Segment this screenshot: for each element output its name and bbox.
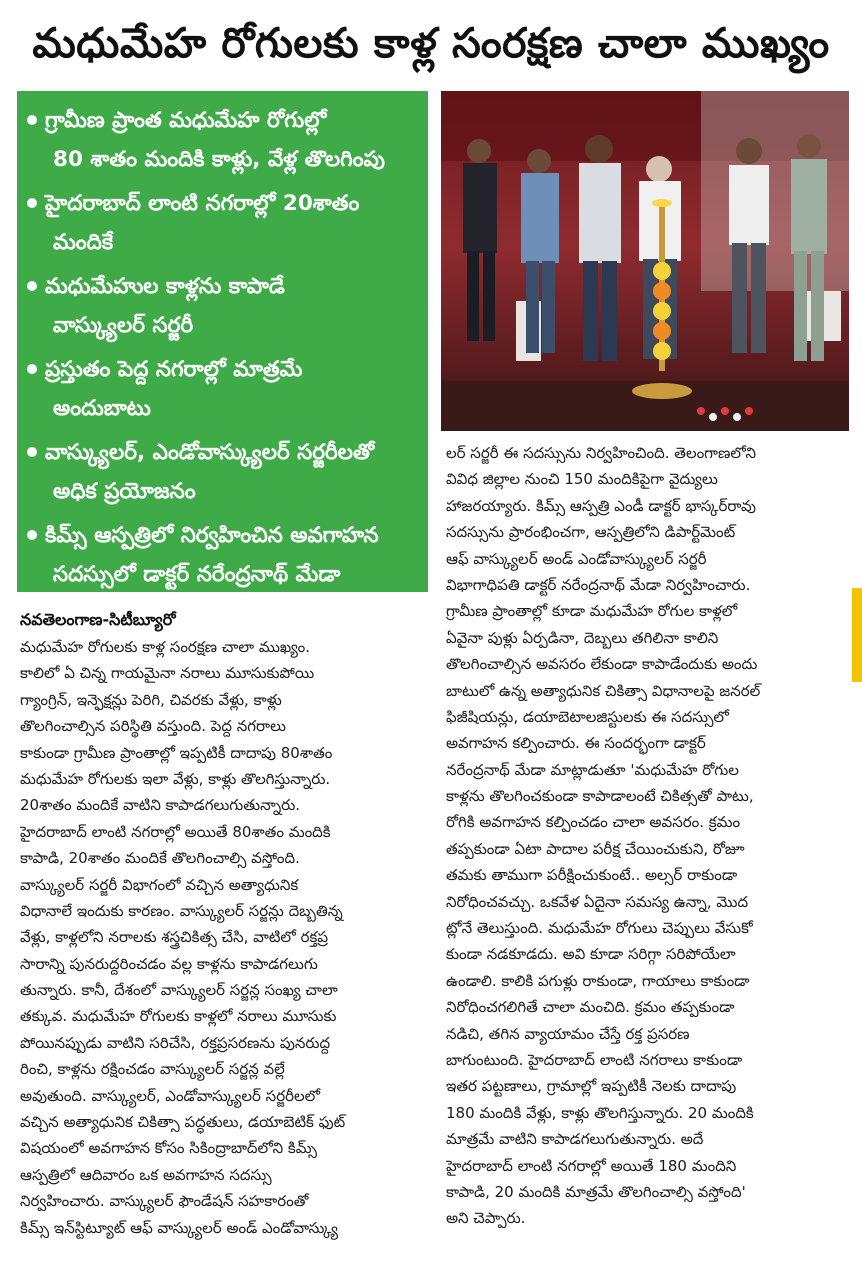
body-text-line: గ్రామీణ ప్రాంతాల్లో కూడా మధుమేహ రోగుల కాళ్లలో: [446, 602, 738, 621]
body-text-line: హాజరయ్యారు. కిమ్స్ ఆస్పత్రి ఎండీ డాక్టర్ భాస్కర్‌రావు: [446, 496, 756, 515]
body-text-line: 20శాతం మందికే వాటిని కాపాడగలుగుతున్నారు.: [20, 796, 301, 815]
body-text-line: ఆఫ్ వాస్క్యులర్ అండ్ ఎండోవాస్క్యులర్ సర్జరీ: [446, 549, 707, 568]
body-text-line: కాపాడి, 20శాతం మందికే తొలగించాల్సి వస్తోంది.: [20, 849, 300, 868]
bullet-icon: [27, 115, 37, 125]
highlight-line: వాస్క్యులర్, ఎండోవాస్క్యులర్ సర్జరీలతో: [45, 440, 374, 465]
bullet-icon: [27, 364, 37, 374]
highlight-item: [27, 350, 420, 428]
body-text-line: వివిధ జిల్లాల నుంచి 150 మందికిపైగా వైద్యులు: [446, 470, 718, 489]
body-text-line: రించి, కాళ్లను రక్షించడం వాస్క్యులర్ సర్జన్ల వల్లే: [20, 1060, 285, 1079]
body-text-line: తప్పకుండా ఏటా పాదాల పరీక్ష చేయించుకుని, రోజూ: [446, 839, 745, 858]
event-photo: [441, 91, 849, 431]
bullet-icon: [27, 281, 37, 291]
body-text-line: లర్ సర్జరీ ఈ సదస్సును నిర్వహించింది. తెలంగాణలోని: [446, 444, 756, 462]
highlights-box: [17, 91, 428, 592]
highlight-line: 80 శాతం మందికి కాళ్లు, వేళ్ల తొలగింపు: [53, 147, 385, 172]
body-text-line: మాత్రమే వాటిని కాపాడగలుగుతున్నారు. అదే: [446, 1130, 704, 1149]
body-text-line: విభాగాధిపతి డాక్టర్ నరేంద్రనాథ్ మేడా నిర్వహించారు.: [446, 575, 751, 594]
bullet-icon: [27, 530, 37, 540]
body-text-line: తమకు తాముగా పరీక్షించుకుంటే.. అల్సర్ రాకుండా: [446, 866, 738, 885]
body-text-line: కాపాడి, 20 మందికి మాత్రమే తొలగించాల్సి వస్తోంది': [446, 1182, 746, 1201]
highlight-line: మందికే: [53, 230, 114, 255]
highlight-line: అందుబాటు: [53, 396, 151, 421]
body-text-line: వాస్క్యులర్ సర్జరీ విభాగంలో వచ్చిన అత్యాధునిక: [20, 875, 299, 894]
body-text-line: అని చెప్పారు.: [446, 1209, 526, 1228]
body-text-line: హైదరాబాద్ లాంటి నగరాల్లో అయితే 80శాతం మందికి: [20, 822, 331, 841]
highlight-line: ప్రస్తుతం పెద్ద నగరాల్లో మాత్రమే: [45, 357, 303, 382]
body-text-line: అవుతుంది. వాస్క్యులర్, ఎండోవాస్క్యులర్ సర్జరీలలో: [20, 1086, 321, 1105]
bullet-icon: [27, 447, 37, 457]
highlight-line: అధిక ప్రయోజనం: [53, 479, 196, 504]
body-text-line: కాళ్లను తొలగించకుండా కాపాడాలంటే చికిత్సతో పాటు,: [446, 787, 754, 806]
body-text-line: కుండా నడకూడదు. అవి కూడా సరిగ్గా సరిపోయేలా: [446, 945, 736, 964]
body-text-line: ఆస్పత్రిలో ఆదివారం ఒక అవగాహన సదస్సు: [20, 1165, 272, 1184]
body-text-line: విధానాలే ఇందుకు కారణం. వాస్క్యులర్ సర్జన్లు దెబ్బతిన్న: [20, 901, 343, 920]
highlight-line: వాస్క్యులర్ సర్జరీ: [53, 313, 194, 338]
body-text-line: 180 మందికి వేళ్లు, కాళ్లు తొలగిస్తున్నారు. 20 మందికి: [446, 1103, 754, 1122]
highlight-item: [27, 101, 420, 179]
body-text-line: తున్నారు. కానీ, దేశంలో వాస్క్యులర్ సర్జన్ల సంఖ్య చాలా: [20, 981, 338, 1000]
body-column-right: [446, 440, 848, 1232]
body-text-line: బాగుంటుంది. హైదరాబాద్ లాంటి నగరాలు కాకుండా: [446, 1050, 743, 1069]
body-text-line: కాకుండా గ్రామీణ ప్రాంతాల్లో ఇప్పటికీ దాదాపు 80శాతం: [20, 743, 333, 762]
body-text-line: మధుమేహ రోగులకు కాళ్ల సంరక్షణ చాలా ముఖ్యం.: [20, 638, 310, 656]
body-text-line: తొలగించాల్సిన పరిస్థితి వస్తుంది. పెద్ద నగరాలు: [20, 717, 286, 736]
body-text-line: నిర్వహించారు. వాస్క్యులర్ ఫౌండేషన్ సహకారంతో: [20, 1192, 309, 1211]
body-text-line: ట్లోనే తెలుస్తుంది. మధుమేహ రోగులు చెప్పులు వేసుకో: [446, 919, 753, 938]
lamp-lighting-photo: [441, 91, 849, 431]
body-text-line: అవగాహన కల్పించారు. ఈ సందర్భంగా డాక్టర్: [446, 734, 706, 753]
headline: మధుమేహ రోగులకు కాళ్ల సంరక్షణ చాలా ముఖ్యం: [32, 19, 830, 67]
body-text-line: మధుమేహ రోగులకు ఇలా వేళ్లు, కాళ్లు తొలగిస్తున్నారు.: [20, 769, 331, 788]
body-text-line: సదస్సును ప్రారంభించగా, ఆస్పత్రిలోని డిపార్ట్‌మెంట్: [446, 523, 736, 542]
body-text-line: ఇతర పట్టణాలు, గ్రామాల్లో ఇప్పటికీ నెలకు దాదాపు: [446, 1077, 737, 1096]
body-text-line: నరేంద్రనాథ్ మేడా మాట్లాడుతూ 'మధుమేహ రోగుల: [446, 760, 739, 779]
body-column-left: [20, 634, 425, 1241]
body-text-line: గ్యాంగ్రిన్, ఇన్ఫెక్షన్లు పెరిగి, చివరకు వేళ్లు, కాళ్లు: [20, 690, 282, 709]
body-text-line: కిమ్స్ ఇన్‌స్టిట్యూట్ ఆఫ్ వాస్క్యులర్ అండ్ ఎండోవాస్క్యు: [20, 1218, 339, 1237]
body-text-line: నిరోధించగలిగితే చాలా మంచిది. క్రమం తప్పకుండా: [446, 998, 735, 1017]
body-text-line: వేళ్లు, కాళ్లలోని నరాలకు శస్త్రచికిత్స చేసి, వాటిలో రక్తప్ర: [20, 928, 329, 947]
body-text-line: ఉండాలి. కాలికి పగుళ్లు రాకుండా, గాయాలు కాకుండా: [446, 971, 750, 990]
highlight-item: [27, 433, 420, 511]
edge-marker: [852, 588, 862, 682]
body-text-line: తొలగించాల్సిన అవసరం లేకుండా కాపాడేందుకు అందు: [446, 655, 758, 674]
body-text-line: పోయినప్పుడు వాటిని సరిచేసి, రక్తప్రసరణను పునరుద్ద: [20, 1033, 331, 1052]
highlight-line: సదస్సులో డాక్టర్ నరేంద్రనాథ్ మేడా: [53, 562, 341, 587]
highlight-line: గ్రామీణ ప్రాంత మధుమేహ రోగుల్లో: [45, 108, 327, 133]
body-text-line: బాటులో ఉన్న అత్యాధునిక చికిత్సా విధానాలపై జనరల్: [446, 681, 761, 700]
highlight-item: [27, 184, 420, 262]
byline: నవతెలంగాణ-సిటీబ్యూరో: [20, 610, 176, 629]
body-text-line: కాలిలో ఏ చిన్న గాయమైనా నరాలు మూసుకుపోయి: [20, 664, 315, 683]
body-text-line: రోగికి అవగాహన కల్పించడం చాలా అవసరం. క్రమం: [446, 813, 741, 832]
highlight-line: కిమ్స్ ఆస్పత్రిలో నిర్వహించిన అవగాహన: [45, 523, 379, 548]
body-text-line: హైదరాబాద్ లాంటి నగరాల్లో అయితే 180 మందిని: [446, 1156, 737, 1175]
body-text-line: ఏవైనా పుళ్లు ఏర్పడినా, దెబ్బలు తగిలినా కాలిని: [446, 628, 719, 647]
highlight-line: హైదరాబాద్ లాంటి నగరాల్లో 20శాతం: [45, 191, 360, 216]
body-text-line: నడిచి, తగిన వ్యాయామం చేస్తే రక్త ప్రసరణ: [446, 1024, 690, 1043]
bullet-icon: [27, 198, 37, 208]
body-text-line: సారాన్ని పునరుద్దరించడం వల్ల కాళ్లను కాపాడగలుగు: [20, 954, 318, 973]
body-text-line: విషయంలో అవగాహన కోసం సికింద్రాబాద్‌లోని కిమ్స్: [20, 1139, 318, 1158]
body-text-line: తక్కువ. మధుమేహ రోగులకు కాళ్లలో నరాలు మూసుకు: [20, 1007, 337, 1026]
body-text-line: వచ్చిన అత్యాధునిక చికిత్సా పద్ధతులు, డయాబెటిక్ ఫుట్: [20, 1113, 346, 1132]
highlight-item: [27, 267, 420, 345]
body-text-line: ఫిజీషియన్లు, డయాబెటాలజిస్టులకు ఈ సదస్సులో: [446, 707, 729, 726]
highlight-line: మధుమేహుల కాళ్లను కాపాడే: [45, 274, 285, 299]
highlight-item: [27, 516, 420, 594]
body-text-line: నిరోధించవచ్చు. ఒకవేళ ఏదైనా సమస్య ఉన్నా, మొద: [446, 892, 749, 911]
